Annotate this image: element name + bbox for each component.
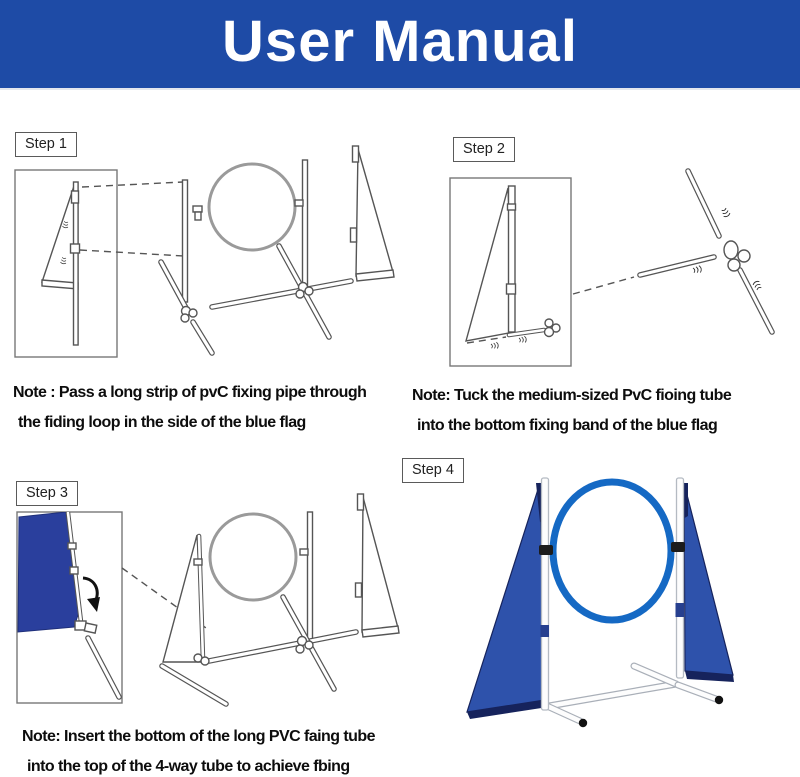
step-4-label: Step 4 [402,458,464,483]
upright-pole [295,160,308,286]
step-1-diagram [0,128,420,378]
long-pvc-pipe [183,180,203,302]
hoop-outline [210,514,296,600]
flag-outline-left [42,182,80,345]
guide-dash-bottom [80,250,184,256]
jump-hoop [553,482,671,620]
pole-left [542,478,549,710]
hoop-clip-left [539,545,553,555]
note-step-1: Note : Pass a long strip of pvC fixing pipe through the fiding loop in the side of the blue flag [13,384,367,431]
end-cap [579,719,587,727]
step-2-label: Step 2 [453,137,515,162]
step-3-diagram [0,455,420,725]
guide-dash [573,277,634,294]
bottom-fixing-tube [509,319,560,337]
flag-outline-right [351,146,395,281]
upright-pole [300,512,313,643]
step-4-product-image [400,445,800,745]
note-step-3: Note: Insert the bottom of the long PVC faing tube into the top of the 4-way tube to achieve fbing [22,728,375,775]
step-3-label: Step 3 [16,481,78,506]
pole-right [677,478,684,678]
bottom-connector [75,621,97,633]
blue-flag-right [677,483,734,682]
blue-flag-left [467,483,548,719]
medium-pvc-tube [640,257,714,275]
hoop-clip-right [671,542,685,552]
flag-with-pole [466,186,516,341]
pole-band-left [541,625,550,637]
pole-band-right [676,603,685,617]
note-step-2: Note: Tuck the medium-sized PvC fioing tube into the bottom fixing band of the blue flag [412,387,732,434]
rotate-arrow-icon [83,578,100,612]
step-1-label: Step 1 [15,132,77,157]
flag-outline-left [163,535,204,662]
four-way-tube-assembly [688,171,772,332]
hoop-outline [209,164,295,250]
flag-outline-right [356,494,400,637]
base-cross-tubes [212,246,351,337]
step-2-diagram [420,128,800,378]
page-title: User Manual [222,9,578,74]
guide-dash-top [82,182,183,187]
header-band [0,0,800,90]
end-cap [715,696,723,704]
